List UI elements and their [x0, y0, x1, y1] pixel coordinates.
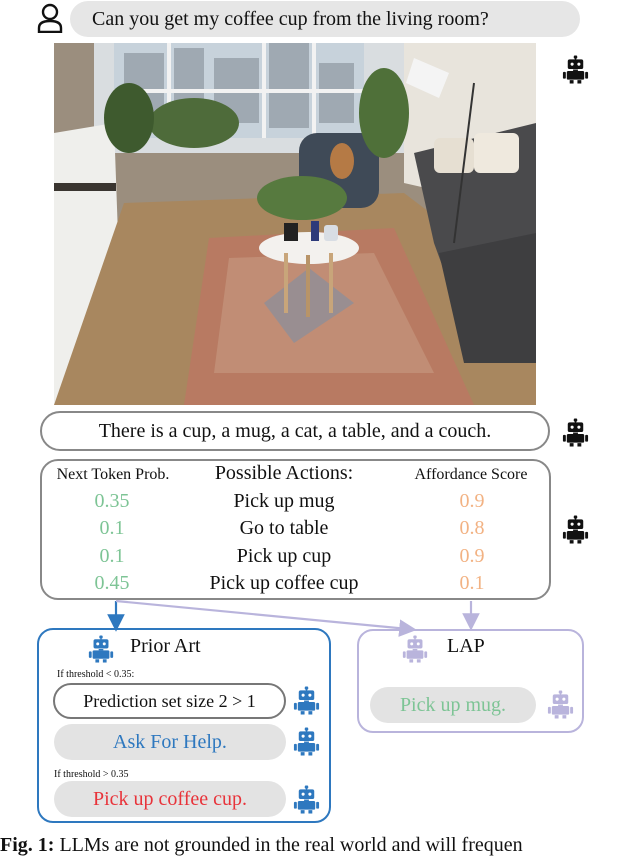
threshold-low-label: If threshold < 0.35: [57, 669, 135, 680]
lap-action-pill [370, 687, 536, 723]
scene-description-text: There is a cup, a mug, a cat, a table, and a couch. [98, 420, 492, 442]
header-possible-actions: Possible Actions: [214, 462, 354, 484]
affordance-value: 0.8 [459, 517, 485, 539]
wrong-action-pill [54, 781, 286, 817]
affordance-value: 0.9 [459, 490, 485, 512]
robot-icon [292, 727, 321, 756]
robot-icon [292, 785, 321, 814]
user-icon [37, 3, 63, 33]
caption-text: LLMs are not grounded in the real world and will frequen [54, 834, 523, 856]
living-room-photo [54, 43, 536, 405]
figure-caption [0, 834, 624, 857]
user-prompt-text: Can you get my coffee cup from the living room? [92, 8, 489, 30]
robot-icon [546, 690, 575, 719]
robot-icon [561, 55, 590, 84]
user-prompt-bubble [70, 1, 580, 37]
action-label: Pick up cup [236, 545, 332, 567]
prediction-set-pill [53, 683, 286, 719]
ask-help-pill [54, 724, 286, 760]
robot-icon [561, 515, 590, 544]
lap-action-text: Pick up mug. [399, 694, 507, 716]
action-label: Go to table [239, 517, 329, 539]
prob-value: 0.1 [99, 517, 125, 539]
header-next-token-prob: Next Token Prob. [56, 466, 170, 483]
prob-value: 0.1 [99, 545, 125, 567]
prior-art-title: Prior Art [130, 635, 201, 657]
arrow-to-lap [116, 601, 408, 629]
header-affordance-score: Affordance Score [414, 466, 528, 483]
threshold-high-label: If threshold > 0.35 [54, 769, 129, 780]
robot-icon [292, 686, 321, 715]
action-label: Pick up mug [233, 490, 335, 512]
robot-icon [87, 635, 115, 663]
robot-icon [401, 635, 429, 663]
lap-title: LAP [447, 635, 485, 657]
prediction-set-text: Prediction set size 2 > 1 [83, 691, 256, 711]
affordance-value: 0.9 [459, 545, 485, 567]
caption-label: Fig. 1: [0, 834, 55, 856]
prob-value: 0.45 [94, 572, 130, 594]
prob-value: 0.35 [94, 490, 130, 512]
wrong-action-text: Pick up coffee cup. [92, 788, 248, 810]
ask-help-text: Ask For Help. [113, 731, 227, 753]
action-label: Pick up coffee cup [209, 572, 359, 594]
affordance-value: 0.1 [459, 572, 485, 594]
scene-description-bubble [40, 411, 550, 451]
robot-icon [561, 418, 590, 447]
